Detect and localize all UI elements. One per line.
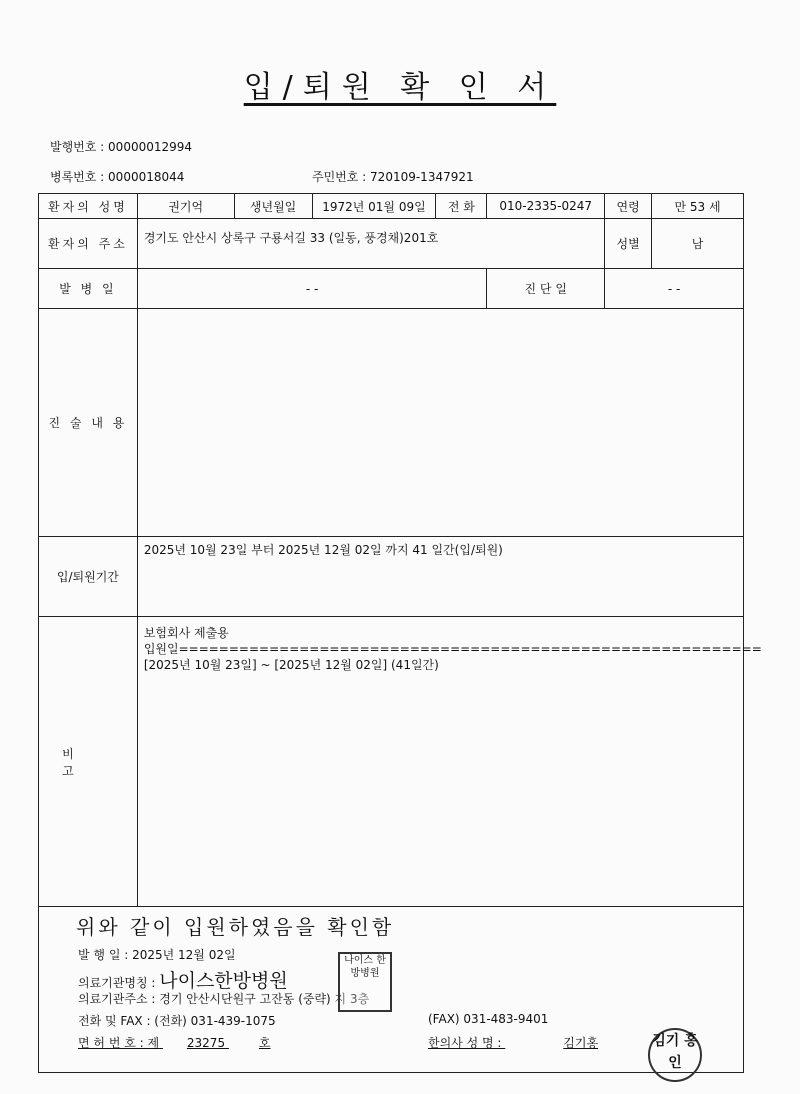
footer-issue-date: 2025년 12월 02일 [132,948,236,962]
footer-doctor-label: 한의사 성 명 : [428,1036,502,1050]
age-label: 연령 [605,194,652,219]
period-label: 입/퇴원기간 [39,537,138,617]
resident-number-line [312,168,474,185]
onset-label: 발 병 일 [39,269,138,309]
remarks-line-1: 보험회사 제출용 [143,626,229,640]
footer-frame-bottom [38,1072,744,1073]
hospital-seal-text: 나이스 한방병원 [344,955,386,979]
doctor-seal [648,1028,702,1082]
remarks-content [137,617,762,907]
issue-number-label: 발행번호 : [50,140,109,154]
resident-number: 720109-1347921 [370,170,474,184]
issue-number: 00000012994 [108,140,193,154]
address-label: 환자의 주소 [39,219,138,269]
row-remarks [39,617,744,907]
patient-address: 경기도 안산시 상록구 구룡서길 33 (일동, 풍경채)201호 [137,219,604,269]
footer-phone: 031-439-1075 [190,1014,276,1028]
period-text: 2025년 10월 23일 부터 2025년 12월 02일 까지 41 일간(입/퇴원) [137,537,743,617]
footer-address-label: 의료기관주소 : [78,992,160,1006]
record-number-label: 병록번호 : [50,170,109,184]
footer-address-line [78,990,369,1007]
footer-institution: 나이스한방병원 [159,970,288,992]
sex-label: 성별 [605,219,652,269]
patient-dob: 1972년 01월 09일 [312,194,436,219]
footer-license-label: 면 허 번 호 : 제 [78,1036,160,1050]
row-treatment [39,309,744,537]
treatment-label: 진 술 내 용 [39,309,138,537]
diagnosis-date-label: 진 단 일 [487,269,605,309]
issue-number-line [50,138,192,155]
remarks-line-2: 입원일========================================================== [143,642,762,656]
footer-doctor-line [428,1034,624,1051]
footer-license-line [78,1034,304,1051]
dob-label: 생년월일 [234,194,312,219]
footer-section [40,905,744,940]
patient-sex: 남 [652,219,744,269]
record-number: 0000018044 [108,170,185,184]
diagnosis-date: - - [605,269,744,309]
row-onset [39,269,744,309]
phone-label: 전 화 [436,194,487,219]
footer-frame-left [38,903,39,1073]
document-title: 입/퇴원 확 인 서 [243,70,557,105]
patient-age: 만 53 세 [652,194,744,219]
footer-fax-line [428,1012,548,1026]
certificate-form [38,193,762,907]
footer-fax: 031-483-9401 [463,1012,549,1026]
footer-institution-label: 의료기관명칭 : [78,976,160,990]
remarks-label: 비 고 [39,617,138,907]
footer-doctor-name: 김기홍 [563,1036,599,1050]
patient-phone: 010-2335-0247 [487,194,605,219]
treatment-content [137,309,743,537]
footer-issue-date-line [78,946,236,963]
onset-date: - - [137,269,486,309]
footer-phone-line [78,1012,276,1029]
row-address [39,219,744,269]
footer-fax-label: (FAX) [428,1012,464,1026]
record-number-line [50,168,184,185]
footer-phone-label: 전화 및 FAX : (전화) [78,1014,191,1028]
hospital-seal [338,952,392,1012]
footer-address: 경기 안산시단원구 고잔동 (중략) 지 3층 [159,992,370,1006]
patient-name-label: 환자의 성명 [39,194,138,219]
footer-license-suffix: 호 [258,1036,271,1050]
row-patient-name [39,194,744,219]
patient-name: 권기억 [137,194,234,219]
footer-issue-date-label: 발 행 일 : [78,948,133,962]
remarks-line-3: [2025년 10월 23일] ~ [2025년 12월 02일] (41일간) [143,658,439,672]
confirm-statement: 위와 같이 입원하였음을 확인함 [76,915,395,939]
footer-institution-line [78,966,288,993]
footer-license-number: 23275 [186,1036,226,1050]
row-period [39,537,744,617]
resident-number-label: 주민번호 : [312,170,371,184]
doctor-seal-text: 김기 홍인 [652,1033,698,1071]
